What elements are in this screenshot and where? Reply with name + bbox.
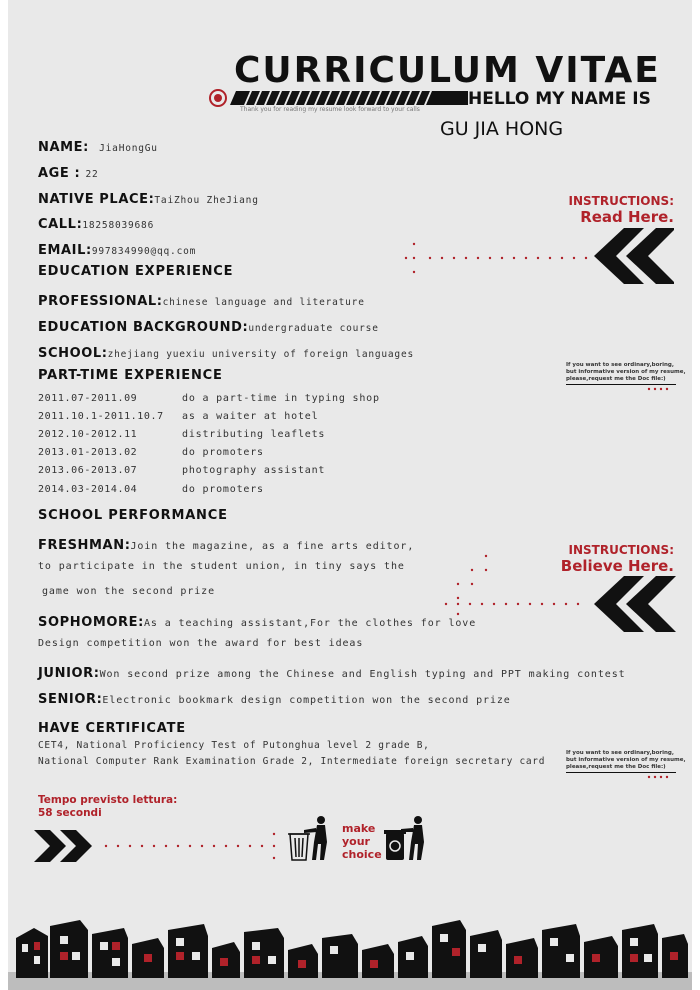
parttime-date: 2011.07-2011.09 — [38, 393, 138, 404]
certificate-line1: CET4, National Proficiency Test of Putonghua level 2 grade B, — [38, 740, 430, 751]
sophomore-line2: Design competition won the award for best ideas — [38, 638, 364, 649]
note-2-dots — [646, 774, 676, 780]
note-2-underline — [566, 772, 676, 773]
native-place-row: NATIVE PLACE:TaiZhou ZheJiang — [38, 192, 259, 207]
parttime-desc: do promoters — [182, 447, 264, 458]
education-background-row: EDUCATION BACKGROUND:undergraduate course — [38, 320, 379, 335]
professional-row: PROFESSIONAL:chinese language and literature — [38, 294, 365, 309]
freshman-row: FRESHMAN:Join the magazine, as a fine arts editor, — [38, 538, 415, 553]
note-1-dots — [646, 386, 676, 392]
junior-row: JUNIOR:Won second prize among the Chinese and English typing and PPT making contest — [38, 666, 626, 681]
instructions-1-title: INSTRUCTIONS: — [568, 194, 674, 208]
city-skyline-decoration — [8, 908, 692, 990]
hazard-stripes — [230, 91, 468, 105]
recycle-person-icon — [380, 814, 432, 862]
parttime-desc: as a waiter at hotel — [182, 411, 319, 422]
call-row: CALL:18258039686 — [38, 217, 155, 232]
certificate-line2: National Computer Rank Examination Grade 2, Intermediate foreign secretary card — [38, 756, 546, 767]
display-name: GU JIA HONG — [440, 118, 564, 140]
instructions-1-sub: Read Here. — [580, 208, 674, 226]
parttime-heading: PART-TIME EXPERIENCE — [38, 368, 223, 383]
chevron-arrow-2 — [438, 552, 678, 636]
footer-arrow — [34, 828, 294, 864]
chevron-arrow-1 — [400, 226, 674, 288]
parttime-date: 2013.01-2013.02 — [38, 447, 138, 458]
email-row: EMAIL:997834990@qq.com — [38, 243, 197, 258]
instructions-2-title: INSTRUCTIONS: — [568, 543, 674, 557]
cv-title: CURRICULUM VITAE — [234, 50, 661, 91]
freshman-line3: game won the second prize — [42, 586, 216, 597]
make-your-choice: make your choice — [342, 822, 382, 861]
school-row: SCHOOL:zhejiang yuexiu university of foreign languages — [38, 346, 414, 361]
resume-page — [8, 0, 692, 990]
parttime-desc: do a part-time in typing shop — [182, 393, 380, 404]
age-row: AGE : 22 — [38, 166, 99, 181]
parttime-date: 2012.10-2012.11 — [38, 429, 138, 440]
parttime-desc: photography assistant — [182, 465, 326, 476]
sophomore-row: SOPHOMORE:As a teaching assistant,For the clothes for love — [38, 615, 477, 630]
double-chevron-right-icon — [34, 830, 92, 862]
header-stripe-bar — [208, 88, 468, 108]
note-1: If you want to see ordinary,boring, but informative version of my resume, please,request me the Doc file:) — [566, 362, 686, 382]
double-chevron-left-icon — [594, 576, 676, 632]
education-heading: EDUCATION EXPERIENCE — [38, 264, 234, 279]
name-row: NAME: JiaHongGu — [38, 140, 158, 155]
hello-label: HELLO MY NAME IS — [468, 89, 651, 109]
parttime-desc: do promoters — [182, 484, 264, 495]
trash-bin-person-icon — [286, 814, 336, 862]
parttime-date: 2011.10.1-2011.10.7 — [38, 411, 164, 422]
thanks-note: Thank you for reading my resume look forward to your calls — [240, 106, 420, 113]
parttime-desc: distributing leaflets — [182, 429, 326, 440]
instructions-2-sub: Believe Here. — [560, 557, 674, 575]
note-2: If you want to see ordinary,boring, but informative version of my resume, please,request me the Doc file:) — [566, 750, 686, 770]
parttime-date: 2014.03-2014.04 — [38, 484, 138, 495]
reading-time: Tempo previsto lettura: 58 secondi — [38, 794, 178, 819]
performance-heading: SCHOOL PERFORMANCE — [38, 508, 228, 523]
double-chevron-left-icon — [594, 228, 674, 284]
certificate-heading: HAVE CERTIFICATE — [38, 721, 186, 736]
senior-row: SENIOR:Electronic bookmark design competition won the second prize — [38, 692, 511, 707]
parttime-date: 2013.06-2013.07 — [38, 465, 138, 476]
freshman-line2: to participate in the student union, in tiny says the — [38, 561, 405, 572]
note-1-underline — [566, 384, 676, 385]
